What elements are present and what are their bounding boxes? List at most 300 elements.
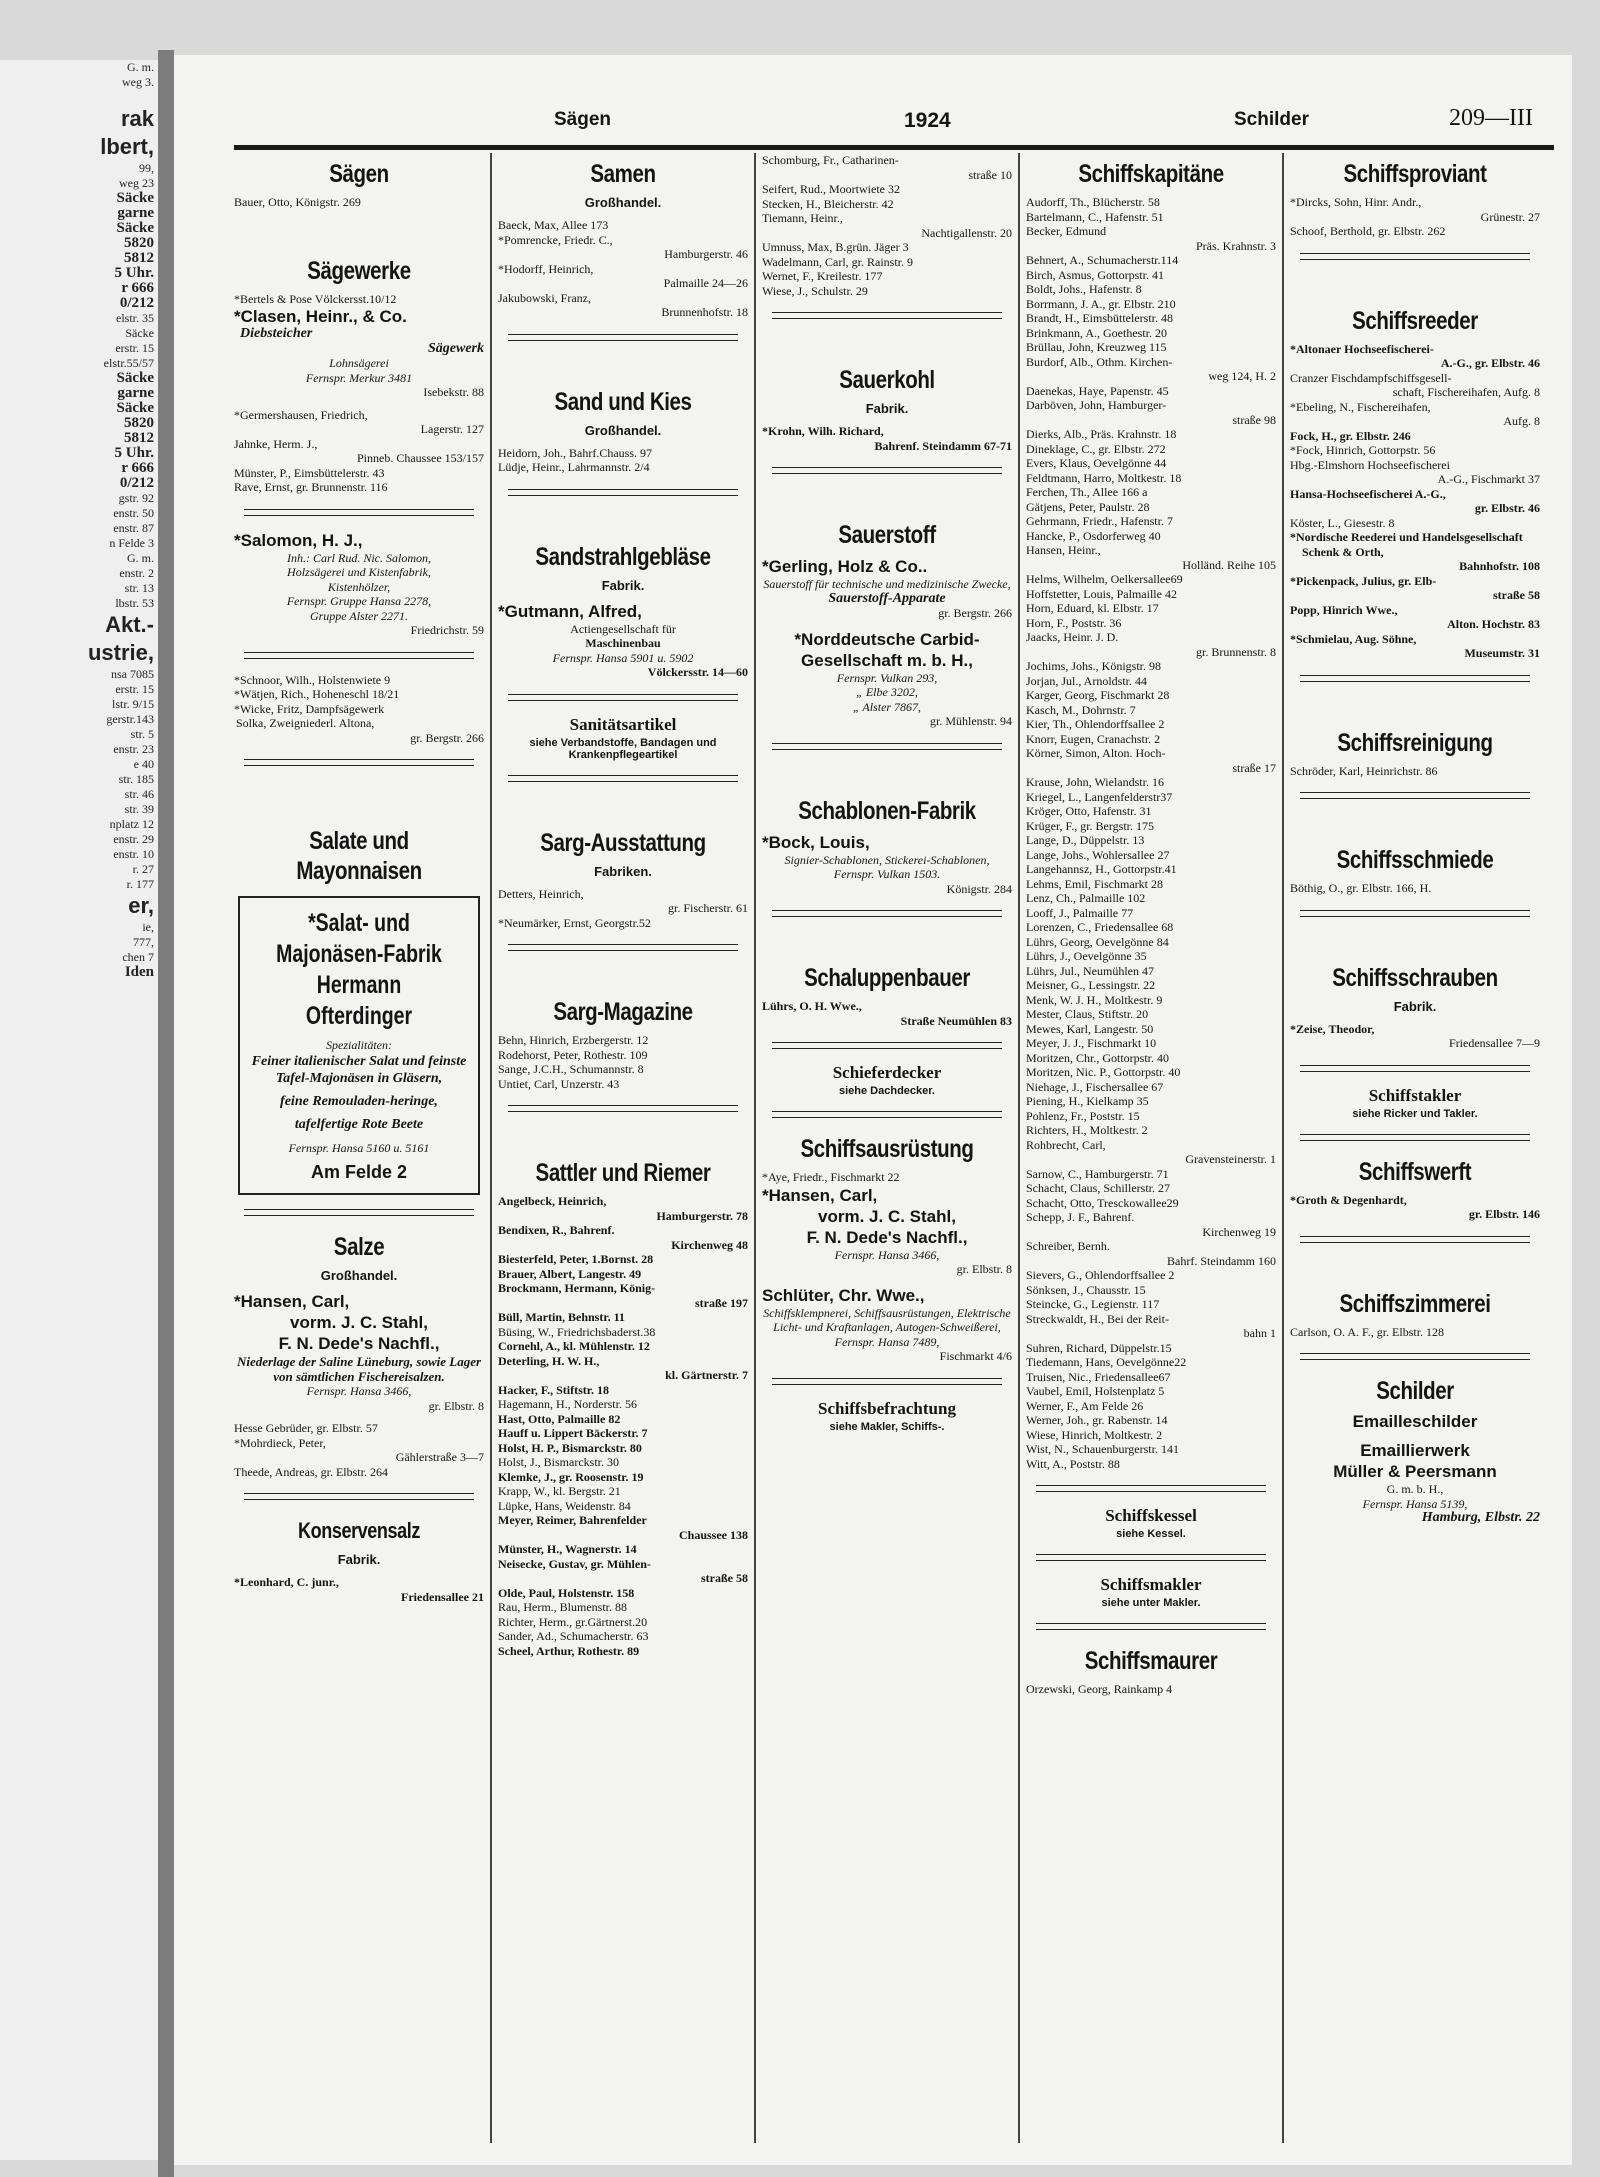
- captain-entry: Schacht, Claus, Schillerstr. 27: [1026, 1181, 1170, 1195]
- section-heading: Salate und Mayonnaisen: [296, 827, 422, 885]
- column-rule: [754, 153, 756, 2143]
- captain-entry: straße 17: [1232, 760, 1276, 775]
- captain-list: [1026, 195, 1276, 1471]
- entry: Behn, Hinrich, Erzbergerstr. 12: [498, 1033, 649, 1047]
- left-page-fragment: G. m.: [127, 551, 154, 565]
- section-heading: Sarg-Ausstattung: [540, 828, 706, 857]
- left-page-fragment: gerstr.143: [106, 712, 154, 726]
- captain-entry: Menk, W. J. H., Moltkestr. 9: [1026, 992, 1163, 1007]
- entry: *Altonaer Hochseefischerei-: [1290, 341, 1434, 356]
- entry: Theede, Andreas, gr. Elbstr. 264: [234, 1464, 388, 1479]
- entry: Lüdje, Heinr., Lahrmannstr. 2/4: [498, 460, 650, 474]
- entry: *Leonhard, C. junr.,: [234, 1575, 339, 1589]
- entry: *Pomrencke, Friedr. C.,: [498, 232, 613, 247]
- left-page-fragment: weg 3.: [122, 75, 154, 89]
- captain-entry: Schreiber, Bernh.: [1026, 1239, 1110, 1253]
- section-heading: Sandstrahlgebläse: [535, 542, 711, 571]
- entry: Rodehorst, Peter, Rothestr. 109: [498, 1047, 648, 1062]
- section-heading: Schiffsmakler: [1100, 1575, 1202, 1594]
- captain-entry: Lührs, Georg, Oevelgönne 84: [1026, 934, 1169, 949]
- captain-entry: Kirchenweg 19: [1202, 1224, 1276, 1239]
- divider: [1036, 1485, 1266, 1492]
- entry: *Bertels & Pose Völckersst.10/12: [234, 291, 397, 306]
- entry: Neisecke, Gustav, gr. Mühlen-: [498, 1556, 651, 1571]
- section-heading: Schiffsreinigung: [1337, 728, 1493, 757]
- divider: [1300, 792, 1530, 799]
- entry: *Wätjen, Rich., Hoheneschl 18/21: [234, 687, 400, 701]
- captain-entry: Lange, Johs., Wohlersallee 27: [1026, 847, 1170, 862]
- captain-entry: Feldtmann, Harro, Moltkestr. 18: [1026, 470, 1182, 485]
- cross-reference: siehe Kessel.: [1116, 1528, 1186, 1540]
- divider: [772, 467, 1002, 474]
- entry: Umnuss, Max, B.grün. Jäger 3: [762, 240, 909, 254]
- entry: Lohnsägerei: [329, 356, 389, 370]
- section-heading: Schiffsbefrachtung: [818, 1398, 956, 1418]
- left-page-fragment: enstr. 29: [113, 832, 154, 846]
- captain-entry: Witt, A., Poststr. 88: [1026, 1456, 1120, 1471]
- captain-entry: Hansen, Heinr.,: [1026, 543, 1101, 557]
- entry: Fischmarkt 4/6: [939, 1349, 1012, 1363]
- entry: Hauff u. Lippert Bäckerstr. 7: [498, 1426, 648, 1440]
- captain-entry: Schepp, J. F., Bahrenf.: [1026, 1210, 1135, 1224]
- entry: Fernspr. Hansa 5901 u. 5902: [552, 650, 694, 665]
- entry: Büsing, W., Friedrichsbaderst.38: [498, 1324, 656, 1339]
- divider: [1300, 1236, 1530, 1243]
- entry: *Wicke, Fritz, Dampfsägewerk: [234, 701, 385, 716]
- entry-bold: vorm. J. C. Stahl,: [818, 1206, 956, 1226]
- divider: [244, 759, 474, 766]
- left-page-fragment: nplatz 12: [109, 817, 154, 831]
- entry: Hbg.-Elmshorn Hochseefischerei: [1290, 457, 1450, 472]
- captain-entry: Wist, N., Schauenburgerstr. 141: [1026, 1442, 1179, 1456]
- entry: *Fock, Hinrich, Gottorpstr. 56: [1290, 443, 1436, 457]
- captain-entry: Holländ. Reihe 105: [1182, 557, 1276, 572]
- entry: Hansa-Hochseefischerei A.-G.,: [1290, 486, 1446, 501]
- captain-entry: Kier, Th., Ohlendorffsallee 2: [1026, 717, 1165, 731]
- left-page-fragment: erstr. 15: [115, 341, 154, 355]
- section-subheading: Fabrik.: [1393, 998, 1437, 1014]
- captain-entry: Brandt, H., Eimsbüttelerstr. 48: [1026, 311, 1173, 325]
- entry: A.-G., gr. Elbstr. 46: [1440, 356, 1540, 370]
- captain-entry: Langehannsz, H., Gottorpstr.41: [1026, 862, 1177, 876]
- entry: Sander, Ad., Schumacherstr. 63: [498, 1629, 649, 1643]
- entry: Holzsägerei und Kistenfabrik,: [287, 565, 431, 579]
- entry: kl. Gärtnerstr. 7: [665, 1368, 748, 1382]
- entry: *Dircks, Sohn, Hinr. Andr.,: [1290, 195, 1422, 209]
- captain-entry: Werner, Joh., gr. Rabenstr. 14: [1026, 1413, 1168, 1427]
- entry: Nachtigallenstr. 20: [921, 225, 1012, 240]
- cross-reference: siehe Verbandstoffe, Bandagen und Krankenpflegeartikel: [529, 736, 717, 761]
- left-page-fragment: lbert,: [100, 134, 154, 159]
- left-page-fragment: str. 13: [124, 581, 154, 595]
- divider: [772, 743, 1002, 750]
- entry: Isebekstr. 88: [423, 385, 484, 399]
- section-heading: Schiffsschrauben: [1332, 963, 1498, 992]
- ad-title: Majonäsen-Fabrik: [276, 940, 442, 968]
- divider: [1300, 253, 1530, 260]
- entry: Brunnenhofstr. 18: [661, 305, 748, 319]
- entry: Sägewerk: [428, 340, 484, 356]
- captain-entry: Jorjan, Jul., Arnoldstr. 44: [1026, 673, 1148, 688]
- column-1: [234, 153, 484, 2143]
- entry: Gählerstraße 3—7: [395, 1450, 484, 1464]
- captain-entry: Evers, Klaus, Oevelgönne 44: [1026, 456, 1167, 470]
- entry: Hagemann, H., Norderstr. 56: [498, 1397, 637, 1411]
- running-head: [234, 105, 1554, 139]
- captain-entry: Körner, Simon, Alton. Hoch-: [1026, 746, 1166, 760]
- entry: Hamburgerstr. 78: [656, 1208, 748, 1223]
- entry: *Germershausen, Friedrich,: [234, 407, 368, 422]
- ad-phone: Fernspr. Hansa 5160 u. 5161: [288, 1141, 430, 1155]
- running-head-right: Schilder: [1234, 109, 1309, 130]
- cross-reference: siehe Dachdecker.: [838, 1085, 935, 1097]
- captain-entry: Vaubel, Emil, Holstenplatz 5: [1026, 1384, 1165, 1398]
- entry: Lagerstr. 127: [420, 422, 484, 436]
- section-heading: Schiffskapitäne: [1078, 160, 1224, 188]
- entry: Angelbeck, Heinrich,: [498, 1194, 607, 1208]
- entry: *Mohrdieck, Peter,: [234, 1435, 326, 1450]
- section-heading: Konservensalz: [297, 1518, 421, 1543]
- ad-text: Spezialitäten:: [326, 1038, 392, 1052]
- entry: Cranzer Fischdampfschiffsgesell-: [1290, 370, 1452, 385]
- entry: Jahnke, Herm. J.,: [234, 436, 318, 451]
- section-heading: Schaluppenbauer: [804, 964, 970, 992]
- entry: Klemke, J., gr. Roosenstr. 19: [498, 1469, 644, 1484]
- column-5: [1290, 153, 1540, 2143]
- section-heading: Sauerkohl: [839, 366, 935, 394]
- entry: Wernet, F., Kreilestr. 177: [762, 269, 883, 283]
- page-number: 209—III: [1449, 105, 1533, 131]
- entry: gr. Elbstr. 8: [428, 1398, 484, 1413]
- captain-entry: Gehrmann, Friedr., Hafenstr. 7: [1026, 514, 1173, 528]
- column-4: [1026, 153, 1276, 2143]
- entry: Kistenhölzer,: [327, 579, 391, 594]
- divider: [1036, 1623, 1266, 1630]
- entry: Fernspr. Hansa 7489,: [834, 1334, 940, 1349]
- entry: straße 197: [695, 1295, 748, 1310]
- entry: *Groth & Degenhardt,: [1290, 1192, 1407, 1207]
- left-page-fragment: enstr. 50: [113, 506, 154, 520]
- entry: Straße Neumühlen 83: [900, 1013, 1012, 1028]
- captain-entry: Lührs, J., Oevelgönne 35: [1026, 949, 1147, 963]
- entry: Holst, J., Bismarckstr. 30: [498, 1455, 620, 1469]
- left-page-fragment: str. 39: [124, 802, 154, 816]
- captain-entry: straße 98: [1232, 412, 1276, 427]
- divider: [772, 910, 1002, 917]
- entry: Scheel, Arthur, Rothestr. 89: [498, 1643, 640, 1658]
- left-page-fragment: [0, 90, 158, 105]
- entry: Popp, Hinrich Wwe.,: [1290, 602, 1398, 617]
- entry: G. m. b. H.,: [1386, 1482, 1444, 1496]
- entry: Biesterfeld, Peter, 1.Bornst. 28: [498, 1252, 654, 1266]
- section-subheading: Großhandel.: [584, 195, 662, 210]
- captain-entry: Brüllau, John, Kreuzweg 115: [1026, 340, 1167, 354]
- entry: *Neumärker, Ernst, Georgstr.52: [498, 915, 651, 930]
- section-heading: Schilder: [1376, 1377, 1454, 1405]
- entry: Holst, H. P., Bismarckstr. 80: [498, 1440, 642, 1455]
- left-page-fragment: 5812: [124, 430, 154, 446]
- captain-entry: Bartelmann, C., Hafenstr. 51: [1026, 209, 1164, 224]
- section-heading: Sägewerke: [307, 256, 411, 285]
- captain-entry: Daenekas, Haye, Papenstr. 45: [1026, 383, 1169, 398]
- captain-entry: Lorenzen, C., Friedensallee 68: [1026, 920, 1174, 934]
- left-page-fragment: lbstr. 53: [115, 596, 154, 610]
- left-page-fragment: 5820: [124, 235, 154, 251]
- left-page-fragment: garne: [117, 205, 154, 221]
- left-page-fragment: ustrie,: [87, 640, 154, 665]
- captain-entry: Sarnow, C., Hamburgerstr. 71: [1026, 1166, 1169, 1181]
- section-heading: Salze: [333, 1233, 385, 1261]
- captain-entry: Helms, Wilhelm, Oelkersallee69: [1026, 572, 1183, 586]
- left-page-fragment: 777,: [133, 935, 154, 949]
- running-head-left: Sägen: [554, 109, 612, 130]
- captain-entry: Behnert, A., Schumacherstr.114: [1026, 253, 1179, 267]
- divider: [772, 312, 1002, 319]
- captain-entry: Bahrf. Steindamm 160: [1167, 1253, 1276, 1268]
- left-page-fragment: Säcke: [125, 326, 154, 340]
- left-page-fragment: gstr. 92: [118, 491, 154, 505]
- entry: *Nordische Reederei und Handelsgesellschaft Schenk & Orth,: [1290, 530, 1523, 559]
- entry: Fernspr. Vulkan 1503.: [833, 867, 941, 881]
- section-subheading: Fabrik.: [337, 1552, 381, 1567]
- section-heading: Sauerstoff: [838, 521, 936, 549]
- entry: Wiese, J., Schulstr. 29: [762, 283, 868, 298]
- captain-entry: Looff, J., Palmaille 77: [1026, 905, 1134, 920]
- entry: Fernspr. Gruppe Hansa 2278,: [286, 594, 432, 608]
- entry-bold: *Clasen, Heinr., & Co.: [234, 307, 407, 326]
- entry: Chaussee 138: [678, 1527, 748, 1542]
- left-page-fragment: Akt.-: [105, 612, 154, 637]
- entry: gr. Elbstr. 46: [1474, 501, 1540, 515]
- entry: Kirchenweg 48: [671, 1237, 748, 1252]
- captain-entry: Truisen, Nic., Friedensallee67: [1026, 1369, 1171, 1384]
- captain-entry: Ferchen, Th., Allee 166 a: [1026, 485, 1148, 499]
- section-heading: Schiffskessel: [1105, 1506, 1197, 1525]
- entry: Fock, H., gr. Elbstr. 246: [1290, 428, 1411, 443]
- left-page-fragment: 5 Uhr.: [114, 265, 154, 281]
- entry: Königstr. 284: [946, 881, 1012, 896]
- section-heading: Schiffsausrüstung: [800, 1135, 974, 1163]
- entry: Alton. Hochstr. 83: [1447, 617, 1540, 631]
- left-page-fragment: enstr. 2: [119, 566, 154, 580]
- captain-entry: Niehage, J., Fischersallee 67: [1026, 1079, 1164, 1094]
- entry: Münster, H., Wagnerstr. 14: [498, 1542, 637, 1556]
- entry: *Krohn, Wilh. Richard,: [762, 424, 884, 438]
- captain-entry: Steincke, G., Legienstr. 117: [1026, 1297, 1160, 1311]
- ad-text: tafelfertige Rote Beete: [294, 1117, 424, 1132]
- section-heading: Schiffszimmerei: [1339, 1289, 1491, 1318]
- entry: *Aye, Friedr., Fischmarkt 22: [762, 1170, 900, 1184]
- entry-bold: F. N. Dede's Nachfl.,: [278, 1334, 440, 1353]
- captain-entry: Suhren, Richard, Düppelstr.15: [1026, 1340, 1172, 1355]
- entry: Brockmann, Hermann, König-: [498, 1281, 656, 1295]
- captain-entry: Audorff, Th., Blücherstr. 58: [1026, 195, 1160, 209]
- captain-entry: Boldt, Johs., Hafenstr. 8: [1026, 282, 1142, 296]
- section-heading: Sand und Kies: [554, 387, 692, 416]
- entry: Solka, Zweigniederl. Altona,: [236, 716, 375, 730]
- entry: gr. Elbstr. 8: [956, 1262, 1012, 1276]
- left-page-fragment: 5820: [124, 415, 154, 431]
- divider: [772, 1042, 1002, 1049]
- entry: Maschinenbau: [585, 636, 661, 650]
- captain-entry: Rohbrecht, Carl,: [1026, 1137, 1106, 1152]
- captain-entry: Jaacks, Heinr. J. D.: [1026, 630, 1119, 644]
- entry: Fernspr. Hansa 3466,: [834, 1247, 940, 1262]
- entry: Fernspr. Hansa 3466,: [306, 1384, 412, 1398]
- cross-reference: siehe unter Makler.: [1101, 1597, 1201, 1609]
- left-page-fragment: 5812: [124, 250, 154, 266]
- entry: Bendixen, R., Bahrenf.: [498, 1223, 615, 1237]
- captain-entry: Krüger, F., gr. Bergstr. 175: [1026, 818, 1154, 833]
- left-page-fragment: 5 Uhr.: [114, 445, 154, 461]
- entry: Fernspr. Hansa 5139,: [1362, 1496, 1468, 1511]
- section-heading: Schiffsreeder: [1352, 306, 1478, 335]
- captain-entry: Burdorf, Alb., Othm. Kirchen-: [1026, 354, 1173, 369]
- captain-entry: Knorr, Eugen, Cranachstr. 2: [1026, 731, 1161, 746]
- entry: Münster, P., Eimsbüttelerstr. 43: [234, 465, 385, 480]
- column-rule: [1018, 153, 1020, 2143]
- entry: Hesse Gebrüder, gr. Elbstr. 57: [234, 1421, 378, 1435]
- section-heading: Sarg-Magazine: [553, 998, 693, 1026]
- left-page-fragment: elstr. 35: [116, 311, 154, 325]
- entry: straße 58: [1493, 588, 1540, 602]
- entry: Niederlage der Saline Lüneburg, sowie Lager von sämtlichen Fischereisalzen.: [236, 1354, 482, 1384]
- entry: Bahrenf. Steindamm 67-71: [874, 438, 1012, 453]
- entry: Friedensallee 21: [401, 1589, 484, 1604]
- entry: *Hodorff, Heinrich,: [498, 261, 594, 276]
- divider: [508, 334, 738, 341]
- section-heading: Sattler und Riemer: [535, 1159, 711, 1187]
- entry: Grünestr. 27: [1480, 209, 1540, 224]
- divider: [508, 944, 738, 951]
- captain-entry: Brinkmann, A., Goethestr. 20: [1026, 325, 1167, 340]
- entry-bold: *Hansen, Carl,: [762, 1185, 878, 1205]
- divider: [1036, 1554, 1266, 1561]
- entry-bold: vorm. J. C. Stahl,: [290, 1313, 428, 1332]
- entry: Untiet, Carl, Unzerstr. 43: [498, 1076, 620, 1091]
- entry: Tiemann, Heinr.,: [762, 211, 843, 225]
- captain-entry: Wiese, Hinrich, Moltkestr. 2: [1026, 1427, 1163, 1442]
- entry: Gruppe Alster 2271.: [309, 608, 409, 623]
- left-page-fragment: Säcke: [116, 370, 154, 386]
- section-heading: Schiffstakler: [1368, 1085, 1462, 1105]
- entry: Hacker, F., Stiftstr. 18: [498, 1382, 609, 1397]
- entry: Olde, Paul, Holstenstr. 158: [498, 1585, 635, 1600]
- entry: Aufg. 8: [1503, 414, 1540, 428]
- entry: Sange, J.C.H., Schumannstr. 8: [498, 1062, 644, 1076]
- entry: Actiengesellschaft für: [570, 621, 676, 636]
- left-page-fragment: weg 23: [119, 176, 154, 190]
- captain-entry: Moritzen, Chr., Gottorpstr. 40: [1026, 1050, 1169, 1065]
- entry: Signier-Schablonen, Stickerei-Schablonen,: [784, 852, 990, 867]
- captain-entry: Horn, Eduard, kl. Elbstr. 17: [1026, 601, 1159, 615]
- entry: Bauer, Otto, Königstr. 269: [234, 195, 361, 209]
- captain-entry: Birch, Asmus, Gottorpstr. 41: [1026, 267, 1165, 282]
- entry: Rau, Herm., Blumenstr. 88: [498, 1600, 627, 1614]
- entry-bold: *Hansen, Carl,: [234, 1292, 350, 1311]
- left-page-fragment: enstr. 10: [113, 847, 154, 861]
- entry: Sauerstoff-Apparate: [828, 590, 946, 606]
- entry: Museumstr. 31: [1464, 646, 1540, 660]
- left-page-fragment: ie,: [142, 920, 154, 934]
- entry: *Schmielau, Aug. Söhne,: [1290, 631, 1417, 646]
- captain-entry: Hancke, P., Osdorferweg 40: [1026, 528, 1161, 543]
- divider: [508, 489, 738, 496]
- captain-entry: Becker, Edmund: [1026, 224, 1107, 238]
- entry: Brauer, Albert, Langestr. 49: [498, 1266, 642, 1281]
- left-page-fragment: garne: [117, 385, 154, 401]
- entry: Völckersstr. 14—60: [647, 665, 748, 679]
- entry: A.-G., Fischmarkt 37: [1437, 472, 1540, 486]
- captain-entry: Kriegel, L., Langenfelderstr37: [1026, 789, 1173, 804]
- entry: Friedrichstr. 59: [410, 623, 484, 637]
- section-subheading: Fabrik.: [601, 577, 645, 593]
- captain-entry: Sönksen, J., Chausstr. 15: [1026, 1282, 1146, 1297]
- columns: [234, 153, 1554, 2143]
- left-page-fragment: chen 7: [122, 950, 154, 964]
- left-page-fragment: Säcke: [116, 190, 154, 206]
- captain-entry: Horn, F., Poststr. 36: [1026, 615, 1122, 630]
- entry: *Schnoor, Wilh., Holstenwiete 9: [234, 672, 391, 687]
- left-page-fragment: e 40: [133, 757, 154, 771]
- ad-text: Feiner italienischer Salat und feinste Tafel-Majonäsen in Gläsern,: [251, 1054, 467, 1086]
- divider: [1300, 1134, 1530, 1141]
- entry-bold: Müller & Peersmann: [1333, 1462, 1497, 1481]
- captain-entry: Sievers, G., Ohlendorffsallee 2: [1026, 1268, 1175, 1282]
- entry: Friedensallee 7—9: [1449, 1036, 1540, 1050]
- entry: Schiffsklempnerei, Schiffsausrüstungen, Elektrische Licht- und Kraftanlagen, Autogen-Schweißerei,: [763, 1305, 1011, 1334]
- left-page-fragment: er,: [128, 893, 154, 918]
- divider: [1300, 675, 1530, 682]
- section-heading: Samen: [590, 160, 656, 188]
- cross-reference: siehe Ricker und Takler.: [1352, 1107, 1478, 1120]
- ad-title: *Salat- und: [308, 909, 410, 937]
- entry: gr. Fischerstr. 61: [668, 901, 748, 915]
- captain-entry: weg 124, H. 2: [1208, 369, 1276, 383]
- entry-bold: *Gerling, Holz & Co..: [762, 557, 928, 576]
- left-page-fragment: r 666: [121, 460, 154, 476]
- left-page-fragment: 99,: [139, 161, 154, 175]
- entry: Pinneb. Chaussee 153/157: [357, 451, 484, 465]
- entry: gr. Mühlenstr. 94: [929, 714, 1012, 728]
- cross-reference: siehe Makler, Schiffs-.: [829, 1420, 945, 1433]
- section-heading: Schiffswerft: [1358, 1157, 1472, 1186]
- book-gutter: [158, 50, 174, 2177]
- entry: Hast, Otto, Palmaille 82: [498, 1411, 621, 1426]
- left-page-fragment: r. 27: [132, 862, 154, 876]
- entry: Seifert, Rud., Moortwiete 32: [762, 182, 900, 196]
- left-page-fragment: 0/212: [119, 295, 154, 311]
- left-page-fragment: Säcke: [116, 220, 154, 236]
- section-subheading: Großhandel.: [584, 422, 662, 438]
- entry: Orzewski, Georg, Rainkamp 4: [1026, 1682, 1173, 1696]
- entry: Jakubowski, Franz,: [498, 290, 591, 305]
- entry: Deterling, H. W. H.,: [498, 1353, 600, 1368]
- divider: [244, 652, 474, 659]
- captain-entry: Meyer, J. J., Fischmarkt 10: [1026, 1036, 1157, 1050]
- column-rule: [490, 153, 492, 2143]
- entry: „ Alster 7867,: [852, 699, 922, 714]
- captain-entry: Gätjens, Peter, Paulstr. 28: [1026, 499, 1150, 514]
- captain-entry: Lenz, Ch., Palmaille 102: [1026, 891, 1146, 905]
- divider: [508, 775, 738, 782]
- entry: Wadelmann, Carl, gr. Rainstr. 9: [762, 254, 914, 269]
- entry-bold: *Norddeutsche Carbid-Gesellschaft m. b. H.,: [794, 629, 980, 670]
- captain-entry: Piening, H., Kielkamp 35: [1026, 1094, 1149, 1108]
- captain-entry: Karger, Georg, Fischmarkt 28: [1026, 688, 1170, 702]
- section-heading: Sanitätsartikel: [569, 714, 677, 734]
- captain-entry: Lührs, Jul., Neumühlen 47: [1026, 963, 1154, 978]
